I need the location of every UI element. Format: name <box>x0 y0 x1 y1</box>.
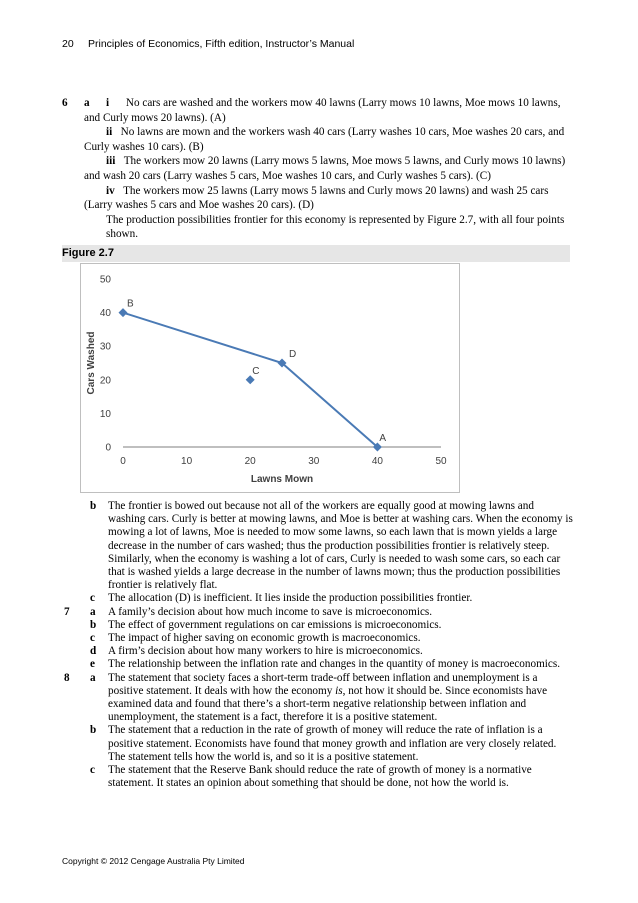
part-letter: d <box>90 645 97 658</box>
answer-text: The statement that the Reserve Bank should reduce the rate of growth of money is a normative statement. It states an opinion about something that should be done, not how the world is. <box>108 764 532 790</box>
y-tick-label: 10 <box>99 408 111 420</box>
x-tick-label: 10 <box>181 456 193 467</box>
question-number: 7 <box>64 605 70 618</box>
part-letter: b <box>90 724 97 737</box>
point-b-label: B <box>127 298 134 310</box>
answer-row <box>62 619 574 632</box>
roman-label: iv <box>106 184 115 197</box>
y-axis-title: Cars Washed <box>86 331 97 395</box>
question-number: 8 <box>64 671 70 684</box>
figure-label: Figure 2.7 <box>62 245 570 262</box>
q6-iv <box>62 184 570 213</box>
answer-text: A firm’s decision about how many workers to hire is microeconomics. <box>108 645 423 658</box>
part-letter: e <box>90 658 95 671</box>
point-c-label: C <box>252 365 260 377</box>
x-tick-label: 20 <box>244 456 256 467</box>
x-tick-label: 0 <box>120 456 126 467</box>
chart-svg <box>81 264 459 492</box>
part-letter: a <box>84 97 90 109</box>
part-letter: c <box>90 632 95 645</box>
x-tick-label: 40 <box>371 456 383 467</box>
q6-ii <box>62 125 570 154</box>
part-letter: c <box>90 764 95 777</box>
y-tick-label: 30 <box>99 341 111 353</box>
part-letter: b <box>90 500 97 512</box>
answer-text: A family’s decision about how much income to save is microeconomics. <box>108 605 433 618</box>
answer-row <box>62 658 574 671</box>
answer-row <box>62 606 574 619</box>
y-tick-label: 20 <box>99 375 111 387</box>
y-tick-label: 40 <box>99 308 111 320</box>
answer-row <box>62 592 574 605</box>
roman-label: i <box>106 97 110 109</box>
roman-label: ii <box>106 126 113 139</box>
answer-text: The workers mow 20 lawns (Larry mows 5 lawns, Moe mows 5 lawns, and Curly mows 10 lawns) and wash 20 cars (Larry washes 5 cars, Moe washes 10 cars, and Curly washes 5 cars). (C) <box>84 155 566 182</box>
q6-iii <box>62 154 570 183</box>
page-header <box>62 38 354 50</box>
answer-text: The statement that society faces a short-term trade-off between inflation and unemployment is a positive statement. It deals with how the economy is, not how it should be. Since economists have examined data and found that there’s a short-term negative relationship between inflation and unemployment, the statement is a fact, therefore it is a positive statement. <box>108 671 548 724</box>
question-6 <box>62 96 570 242</box>
answer-row <box>62 764 574 790</box>
answer-text: No lawns are mown and the workers wash 40 cars (Larry washes 10 cars, Moe washes 20 cars, and Curly washes 10 cars). (B) <box>84 126 565 153</box>
answer-text: The frontier is bowed out because not all of the workers are equally good at mowing lawns and washing cars. Curly is better at mowing lawns, and Moe is better at washing cars. When the economy is mowing a lot of lawns, Moe is needed to mow some lawns, so each lawn that is mown yields a large decrease in the number of cars washed; thus the production possibilities frontier is relatively steep. Similarly, when the economy is washing a lot of cars, Curly is needed to wash some cars, so each car that is washed yields a large decrease in the number of lawns mown; thus the production possibilities frontier is relatively flat. <box>108 500 573 592</box>
answer-row <box>62 500 574 592</box>
part-letter: a <box>90 671 96 684</box>
copyright-footer: Copyright © 2012 Cengage Australia Pty Limited <box>62 856 245 866</box>
answer-row <box>62 645 574 658</box>
answer-text: The effect of government regulations on car emissions is microeconomics. <box>108 618 442 631</box>
answer-row <box>62 724 574 764</box>
emphasis: is <box>335 684 343 697</box>
answer-row <box>62 632 574 645</box>
page-number: 20 <box>62 38 74 50</box>
answer-row <box>62 672 574 725</box>
point-d-label: D <box>289 349 297 360</box>
y-tick-label: 50 <box>99 274 111 286</box>
part-letter: a <box>90 605 96 618</box>
part-letter: b <box>90 618 97 631</box>
answer-text: The relationship between the inflation rate and changes in the quantity of money is macroeconomics. <box>108 658 561 671</box>
answer-text: The workers mow 25 lawns (Larry mows 5 lawns and Curly mows 20 lawns) and wash 25 cars (Larry washes 5 cars and Moe washes 20 cars). (D) <box>84 184 549 212</box>
point-a-label: A <box>379 433 387 444</box>
item-text <box>62 96 570 125</box>
part-letter: c <box>90 592 95 605</box>
roman-label: iii <box>106 155 116 168</box>
answer-text: The impact of higher saving on economic growth is macroeconomics. <box>108 632 421 645</box>
ppf-chart <box>80 263 460 493</box>
x-axis-title: Lawns Mown <box>250 474 314 485</box>
q6-i <box>62 96 570 125</box>
x-tick-label: 50 <box>435 456 447 467</box>
answer-text: The statement that a reduction in the rate of growth of money will reduce the rate of inflation is a positive statement. Economists have found that money growth and inflation are very closely related. The statement tells how the world is, and so it is a positive statement. <box>108 724 557 763</box>
x-tick-label: 30 <box>308 456 320 467</box>
answers-list <box>62 500 574 790</box>
answer-text: The allocation (D) is inefficient. It lies inside the production possibilities frontier. <box>108 592 473 605</box>
header-title: Principles of Economics, Fifth edition, Instructor’s Manual <box>88 38 355 50</box>
question-number: 6 <box>62 97 68 109</box>
ppf-sentence: The production possibilities frontier for this economy is represented by Figure 2.7, with all four points shown. <box>106 213 565 241</box>
answer-text: No cars are washed and the workers mow 40 lawns (Larry mows 10 lawns, Moe mows 10 lawns, and Curly mows 20 lawns). (A) <box>84 97 561 124</box>
y-tick-label: 0 <box>105 442 111 454</box>
